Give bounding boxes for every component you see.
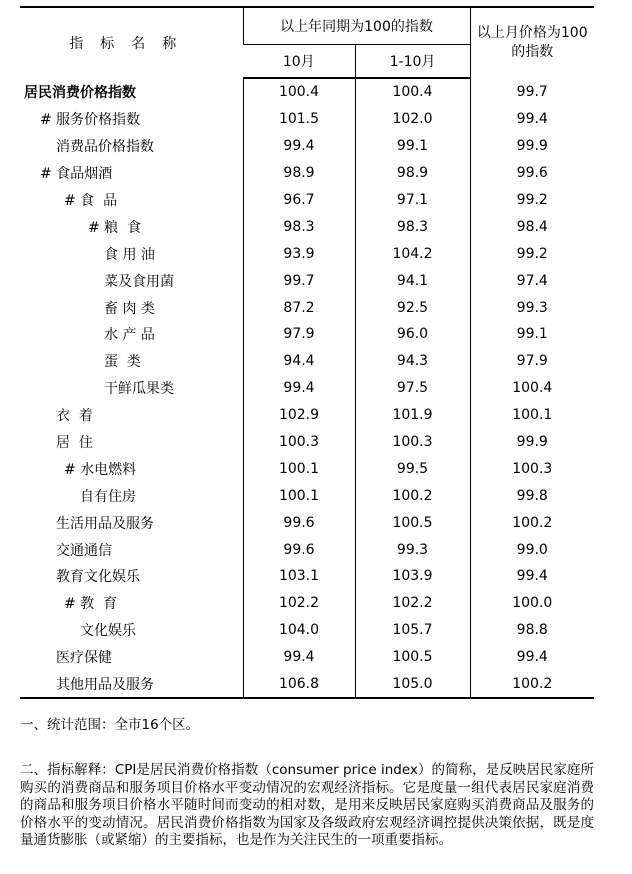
- row-oct-yoy: 106.8: [243, 671, 355, 699]
- table-row: [20, 617, 594, 644]
- row-mom: 97.9: [470, 348, 594, 375]
- row-name: 蛋 类: [104, 354, 141, 371]
- row-name: # 教 育: [64, 596, 118, 613]
- table-body: [20, 78, 594, 698]
- row-mom: 100.2: [470, 509, 594, 536]
- row-name: 居民消费价格指数: [24, 84, 136, 101]
- row-name: 干鲜瓜果类: [104, 381, 174, 398]
- row-name: 文化娱乐: [80, 623, 136, 640]
- row-name: 菜及食用菌: [104, 273, 174, 290]
- row-mom: 100.0: [470, 590, 594, 617]
- row-mom: 97.4: [470, 267, 594, 294]
- row-oct-yoy: 94.4: [243, 348, 355, 375]
- table-row: [20, 509, 594, 536]
- row-oct-yoy: 98.3: [243, 213, 355, 240]
- row-ytd-yoy: 97.1: [355, 187, 470, 214]
- row-mom: 98.4: [470, 213, 594, 240]
- header-indicator-name: 指标名称: [69, 36, 194, 52]
- row-oct-yoy: 99.4: [243, 644, 355, 671]
- row-ytd-yoy: 98.3: [355, 213, 470, 240]
- row-name: 居 住: [56, 435, 93, 452]
- row-mom: 99.1: [470, 321, 594, 348]
- row-mom: 99.9: [470, 133, 594, 160]
- note-scope: 一、统计范围：全市16个区。: [20, 717, 200, 733]
- table-row: [20, 213, 594, 240]
- row-ytd-yoy: 100.5: [355, 509, 470, 536]
- row-name: 畜 肉 类: [104, 300, 155, 317]
- row-ytd-yoy: 100.2: [355, 482, 470, 509]
- table-row: [20, 429, 594, 456]
- row-ytd-yoy: 99.3: [355, 536, 470, 563]
- row-name: 医疗保健: [56, 650, 112, 667]
- row-oct-yoy: 99.7: [243, 267, 355, 294]
- row-name: # 食品烟酒: [40, 166, 113, 183]
- row-oct-yoy: 100.3: [243, 429, 355, 456]
- table-row: [20, 321, 594, 348]
- table-row: [20, 187, 594, 214]
- table-row: [20, 267, 594, 294]
- row-ytd-yoy: 98.9: [355, 160, 470, 187]
- row-ytd-yoy: 100.3: [355, 429, 470, 456]
- row-oct-yoy: 97.9: [243, 321, 355, 348]
- table-row: [20, 375, 594, 402]
- table-row: [20, 106, 594, 133]
- row-oct-yoy: 100.1: [243, 455, 355, 482]
- row-mom: 99.2: [470, 187, 594, 214]
- row-ytd-yoy: 102.2: [355, 590, 470, 617]
- row-oct-yoy: 99.4: [243, 133, 355, 160]
- row-oct-yoy: 98.9: [243, 160, 355, 187]
- row-mom: 98.8: [470, 617, 594, 644]
- row-name: 水 产 品: [104, 327, 155, 344]
- row-oct-yoy: 100.4: [243, 78, 355, 106]
- row-oct-yoy: 104.0: [243, 617, 355, 644]
- row-mom: 99.7: [470, 78, 594, 106]
- row-ytd-yoy: 99.1: [355, 133, 470, 160]
- row-ytd-yoy: 97.5: [355, 375, 470, 402]
- row-name: 消费品价格指数: [56, 139, 154, 156]
- row-mom: 99.9: [470, 429, 594, 456]
- row-ytd-yoy: 101.9: [355, 402, 470, 429]
- note-definition: 二、指标解释：CPI是居民消费价格指数（consumer price index）的简称，是反映居民家庭所购买的消费商品和服务项目价格水平变动情况的宏观经济指标。它是度量一组代表居民家庭消费的商品和服务项目价格水平随时间而变动的相对数，是用来反映居民家庭购买消费商品及服务的价格水平的变动情况。居民消费价格指数为国家及各级政府宏观经济调控提供决策依据，既是度量通货膨胀（或紧缩）的主要指标，也是作为关注民生的一项重要指标。: [20, 762, 594, 849]
- row-ytd-yoy: 96.0: [355, 321, 470, 348]
- row-name: 衣 着: [56, 408, 93, 425]
- row-ytd-yoy: 102.0: [355, 106, 470, 133]
- table-row: [20, 294, 594, 321]
- table-row: [20, 644, 594, 671]
- row-name: # 服务价格指数: [40, 112, 141, 129]
- row-oct-yoy: 101.5: [243, 106, 355, 133]
- row-name: 自有住房: [80, 488, 136, 505]
- table-row: [20, 671, 594, 699]
- table-row: [20, 160, 594, 187]
- row-oct-yoy: 96.7: [243, 187, 355, 214]
- row-mom: 99.8: [470, 482, 594, 509]
- table-row: [20, 482, 594, 509]
- row-mom: 99.6: [470, 160, 594, 187]
- row-mom: 100.2: [470, 671, 594, 699]
- row-ytd-yoy: 105.7: [355, 617, 470, 644]
- table-row: [20, 590, 594, 617]
- row-name: 交通通信: [56, 542, 112, 559]
- row-oct-yoy: 99.6: [243, 536, 355, 563]
- row-name: 生活用品及服务: [56, 515, 154, 532]
- table-row: [20, 240, 594, 267]
- row-oct-yoy: 93.9: [243, 240, 355, 267]
- row-oct-yoy: 87.2: [243, 294, 355, 321]
- header-yoy-group: 以上年同期为100的指数: [243, 7, 470, 45]
- row-ytd-yoy: 103.9: [355, 563, 470, 590]
- row-mom: 100.1: [470, 402, 594, 429]
- table-header: [20, 7, 594, 78]
- row-oct-yoy: 99.4: [243, 375, 355, 402]
- header-yoy-ytd: 1-10月: [355, 45, 470, 79]
- row-mom: 99.2: [470, 240, 594, 267]
- row-ytd-yoy: 94.1: [355, 267, 470, 294]
- row-mom: 99.0: [470, 536, 594, 563]
- row-ytd-yoy: 99.5: [355, 455, 470, 482]
- row-oct-yoy: 99.6: [243, 509, 355, 536]
- row-name: 食 用 油: [104, 246, 155, 263]
- table-row: [20, 536, 594, 563]
- row-mom: 100.3: [470, 455, 594, 482]
- cpi-table: [20, 6, 594, 699]
- row-name: 教育文化娱乐: [56, 569, 140, 586]
- row-oct-yoy: 102.9: [243, 402, 355, 429]
- row-oct-yoy: 100.1: [243, 482, 355, 509]
- row-name: # 粮 食: [88, 219, 142, 236]
- header-mom: 以上月价格为100的指数: [470, 7, 594, 78]
- row-oct-yoy: 102.2: [243, 590, 355, 617]
- row-ytd-yoy: 100.4: [355, 78, 470, 106]
- row-mom: 99.4: [470, 563, 594, 590]
- header-yoy-month: 10月: [243, 45, 355, 79]
- row-mom: 99.4: [470, 644, 594, 671]
- table-row: [20, 133, 594, 160]
- table-row: [20, 455, 594, 482]
- table-row: [20, 348, 594, 375]
- row-mom: 99.4: [470, 106, 594, 133]
- row-mom: 100.4: [470, 375, 594, 402]
- row-mom: 99.3: [470, 294, 594, 321]
- row-ytd-yoy: 100.5: [355, 644, 470, 671]
- table-row: [20, 402, 594, 429]
- row-name: # 食 品: [64, 193, 118, 209]
- row-name: 其他用品及服务: [20, 671, 243, 699]
- row-name: # 水电燃料: [64, 461, 137, 478]
- table-row: [20, 563, 594, 590]
- row-ytd-yoy: 105.0: [355, 671, 470, 699]
- row-oct-yoy: 103.1: [243, 563, 355, 590]
- row-ytd-yoy: 92.5: [355, 294, 470, 321]
- table-row: [20, 78, 594, 106]
- row-ytd-yoy: 94.3: [355, 348, 470, 375]
- row-ytd-yoy: 104.2: [355, 240, 470, 267]
